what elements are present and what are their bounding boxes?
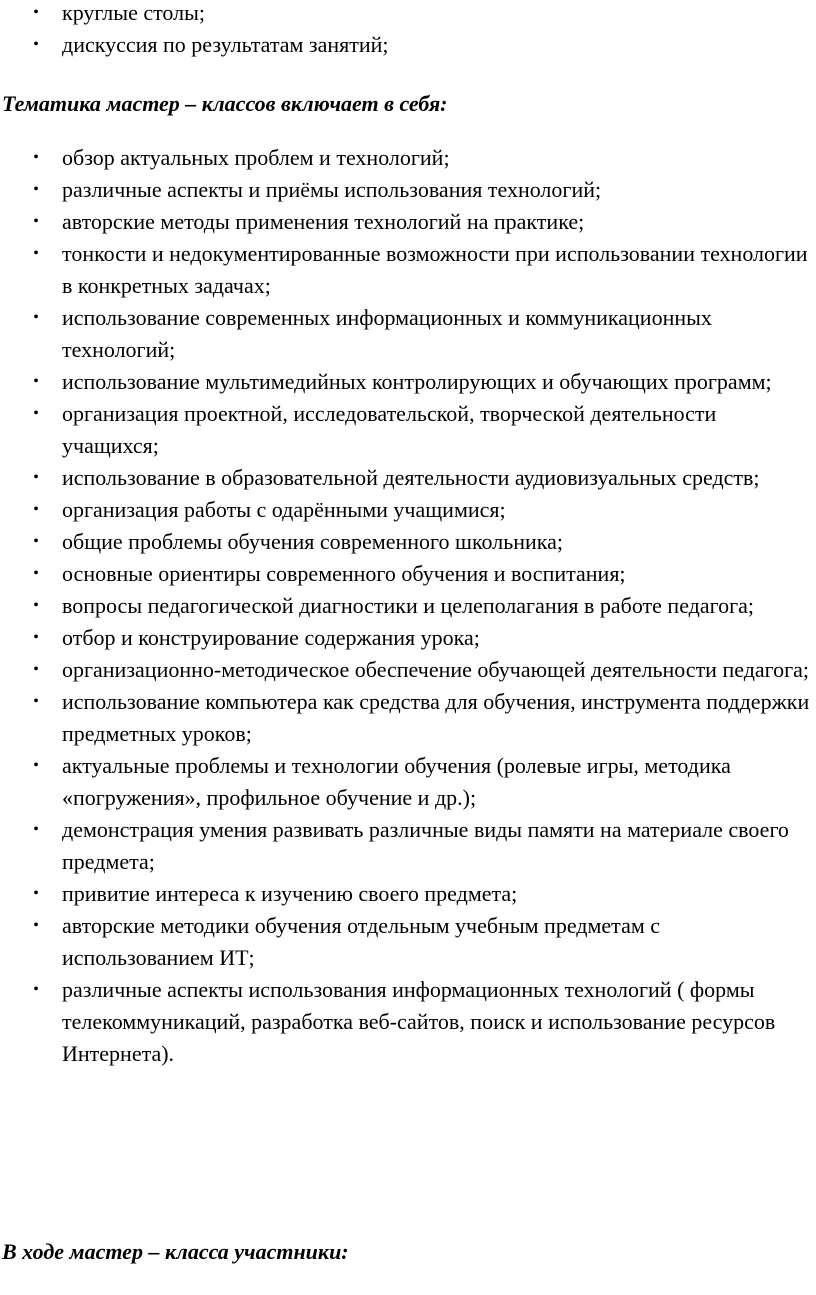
topics-bullet-list — [0, 142, 816, 1070]
list-item — [0, 142, 816, 174]
bullet-icon: • — [33, 501, 39, 518]
bullet-icon: • — [33, 821, 39, 838]
bullet-icon: • — [33, 885, 39, 902]
bullet-icon: • — [33, 245, 39, 262]
list-item-text: отбор и конструирование содержания урока; — [62, 625, 480, 650]
list-item-text: дискуссия по результатам занятий; — [62, 32, 389, 57]
list-item — [0, 974, 816, 1070]
list-item — [0, 462, 816, 494]
bullet-icon: • — [33, 533, 39, 550]
bullet-icon: • — [33, 405, 39, 422]
list-item — [0, 526, 816, 558]
bullet-icon: • — [33, 36, 39, 53]
list-item — [0, 878, 816, 910]
bullet-icon: • — [33, 469, 39, 486]
top-bullet-list — [0, 0, 816, 61]
bullet-icon: • — [33, 693, 39, 710]
list-item — [0, 622, 816, 654]
list-item-text: актуальные проблемы и технологии обучения (ролевые игры, методика «погружения», профильное обучение и др.); — [62, 753, 731, 810]
list-item-text: использование компьютера как средства для обучения, инструмента поддержки предметных уроков; — [62, 689, 810, 746]
list-item — [0, 910, 816, 974]
list-item-text: использование современных информационных и коммуникационных технологий; — [62, 305, 712, 362]
list-item-text: различные аспекты использования информационных технологий ( формы телекоммуникаций, разработка веб-сайтов, поиск и использование ресурсов Интернета). — [62, 977, 776, 1066]
list-item-text: использование в образовательной деятельности аудиовизуальных средств; — [62, 465, 760, 490]
list-item — [0, 814, 816, 878]
list-item — [0, 686, 816, 750]
list-item — [0, 590, 816, 622]
list-item — [0, 0, 816, 29]
list-item — [0, 750, 816, 814]
list-item-text: демонстрация умения развивать различные виды памяти на материале своего предмета; — [62, 817, 789, 874]
list-item-text: авторские методики обучения отдельным учебным предметам с использованием ИТ; — [62, 913, 661, 970]
bullet-icon: • — [33, 981, 39, 998]
list-item — [0, 366, 816, 398]
list-item-text: организация проектной, исследовательской, творческой деятельности учащихся; — [62, 401, 717, 458]
list-item — [0, 494, 816, 526]
bullet-icon: • — [33, 181, 39, 198]
list-item-text: организационно-методическое обеспечение обучающей деятельности педагога; — [62, 657, 810, 682]
list-item — [0, 398, 816, 462]
bullet-icon: • — [33, 4, 39, 21]
bullet-icon: • — [33, 917, 39, 934]
list-item-text: организация работы с одарёнными учащимися; — [62, 497, 506, 522]
bullet-icon: • — [33, 629, 39, 646]
bullet-icon: • — [33, 213, 39, 230]
list-item-text: общие проблемы обучения современного школьника; — [62, 529, 564, 554]
list-item-text: вопросы педагогической диагностики и целеполагания в работе педагога; — [62, 593, 755, 618]
bullet-icon: • — [33, 597, 39, 614]
section-heading-topics: Тематика мастер – классов включает в себя: — [2, 91, 448, 116]
list-item — [0, 302, 816, 366]
list-item — [0, 174, 816, 206]
list-item-text: круглые столы; — [62, 0, 205, 25]
list-item-text: основные ориентиры современного обучения и воспитания; — [62, 561, 626, 586]
list-item-text: обзор актуальных проблем и технологий; — [62, 145, 450, 170]
list-item-text: использование мультимедийных контролирующих и обучающих программ; — [62, 369, 772, 394]
section-heading-participants: В ходе мастер – класса участники: — [2, 1239, 349, 1264]
bullet-icon: • — [33, 309, 39, 326]
list-item — [0, 654, 816, 686]
bullet-icon: • — [33, 373, 39, 390]
list-item — [0, 558, 816, 590]
bullet-icon: • — [33, 565, 39, 582]
bullet-icon: • — [33, 149, 39, 166]
list-item-text: авторские методы применения технологий на практике; — [62, 209, 585, 234]
list-item — [0, 29, 816, 61]
bullet-icon: • — [33, 757, 39, 774]
bullet-icon: • — [33, 661, 39, 678]
list-item-text: тонкости и недокументированные возможности при использовании технологии в конкретных задачах; — [62, 241, 808, 298]
list-item — [0, 206, 816, 238]
list-item-text: различные аспекты и приёмы использования технологий; — [62, 177, 602, 202]
list-item-text: привитие интереса к изучению своего предмета; — [62, 881, 518, 906]
list-item — [0, 238, 816, 302]
